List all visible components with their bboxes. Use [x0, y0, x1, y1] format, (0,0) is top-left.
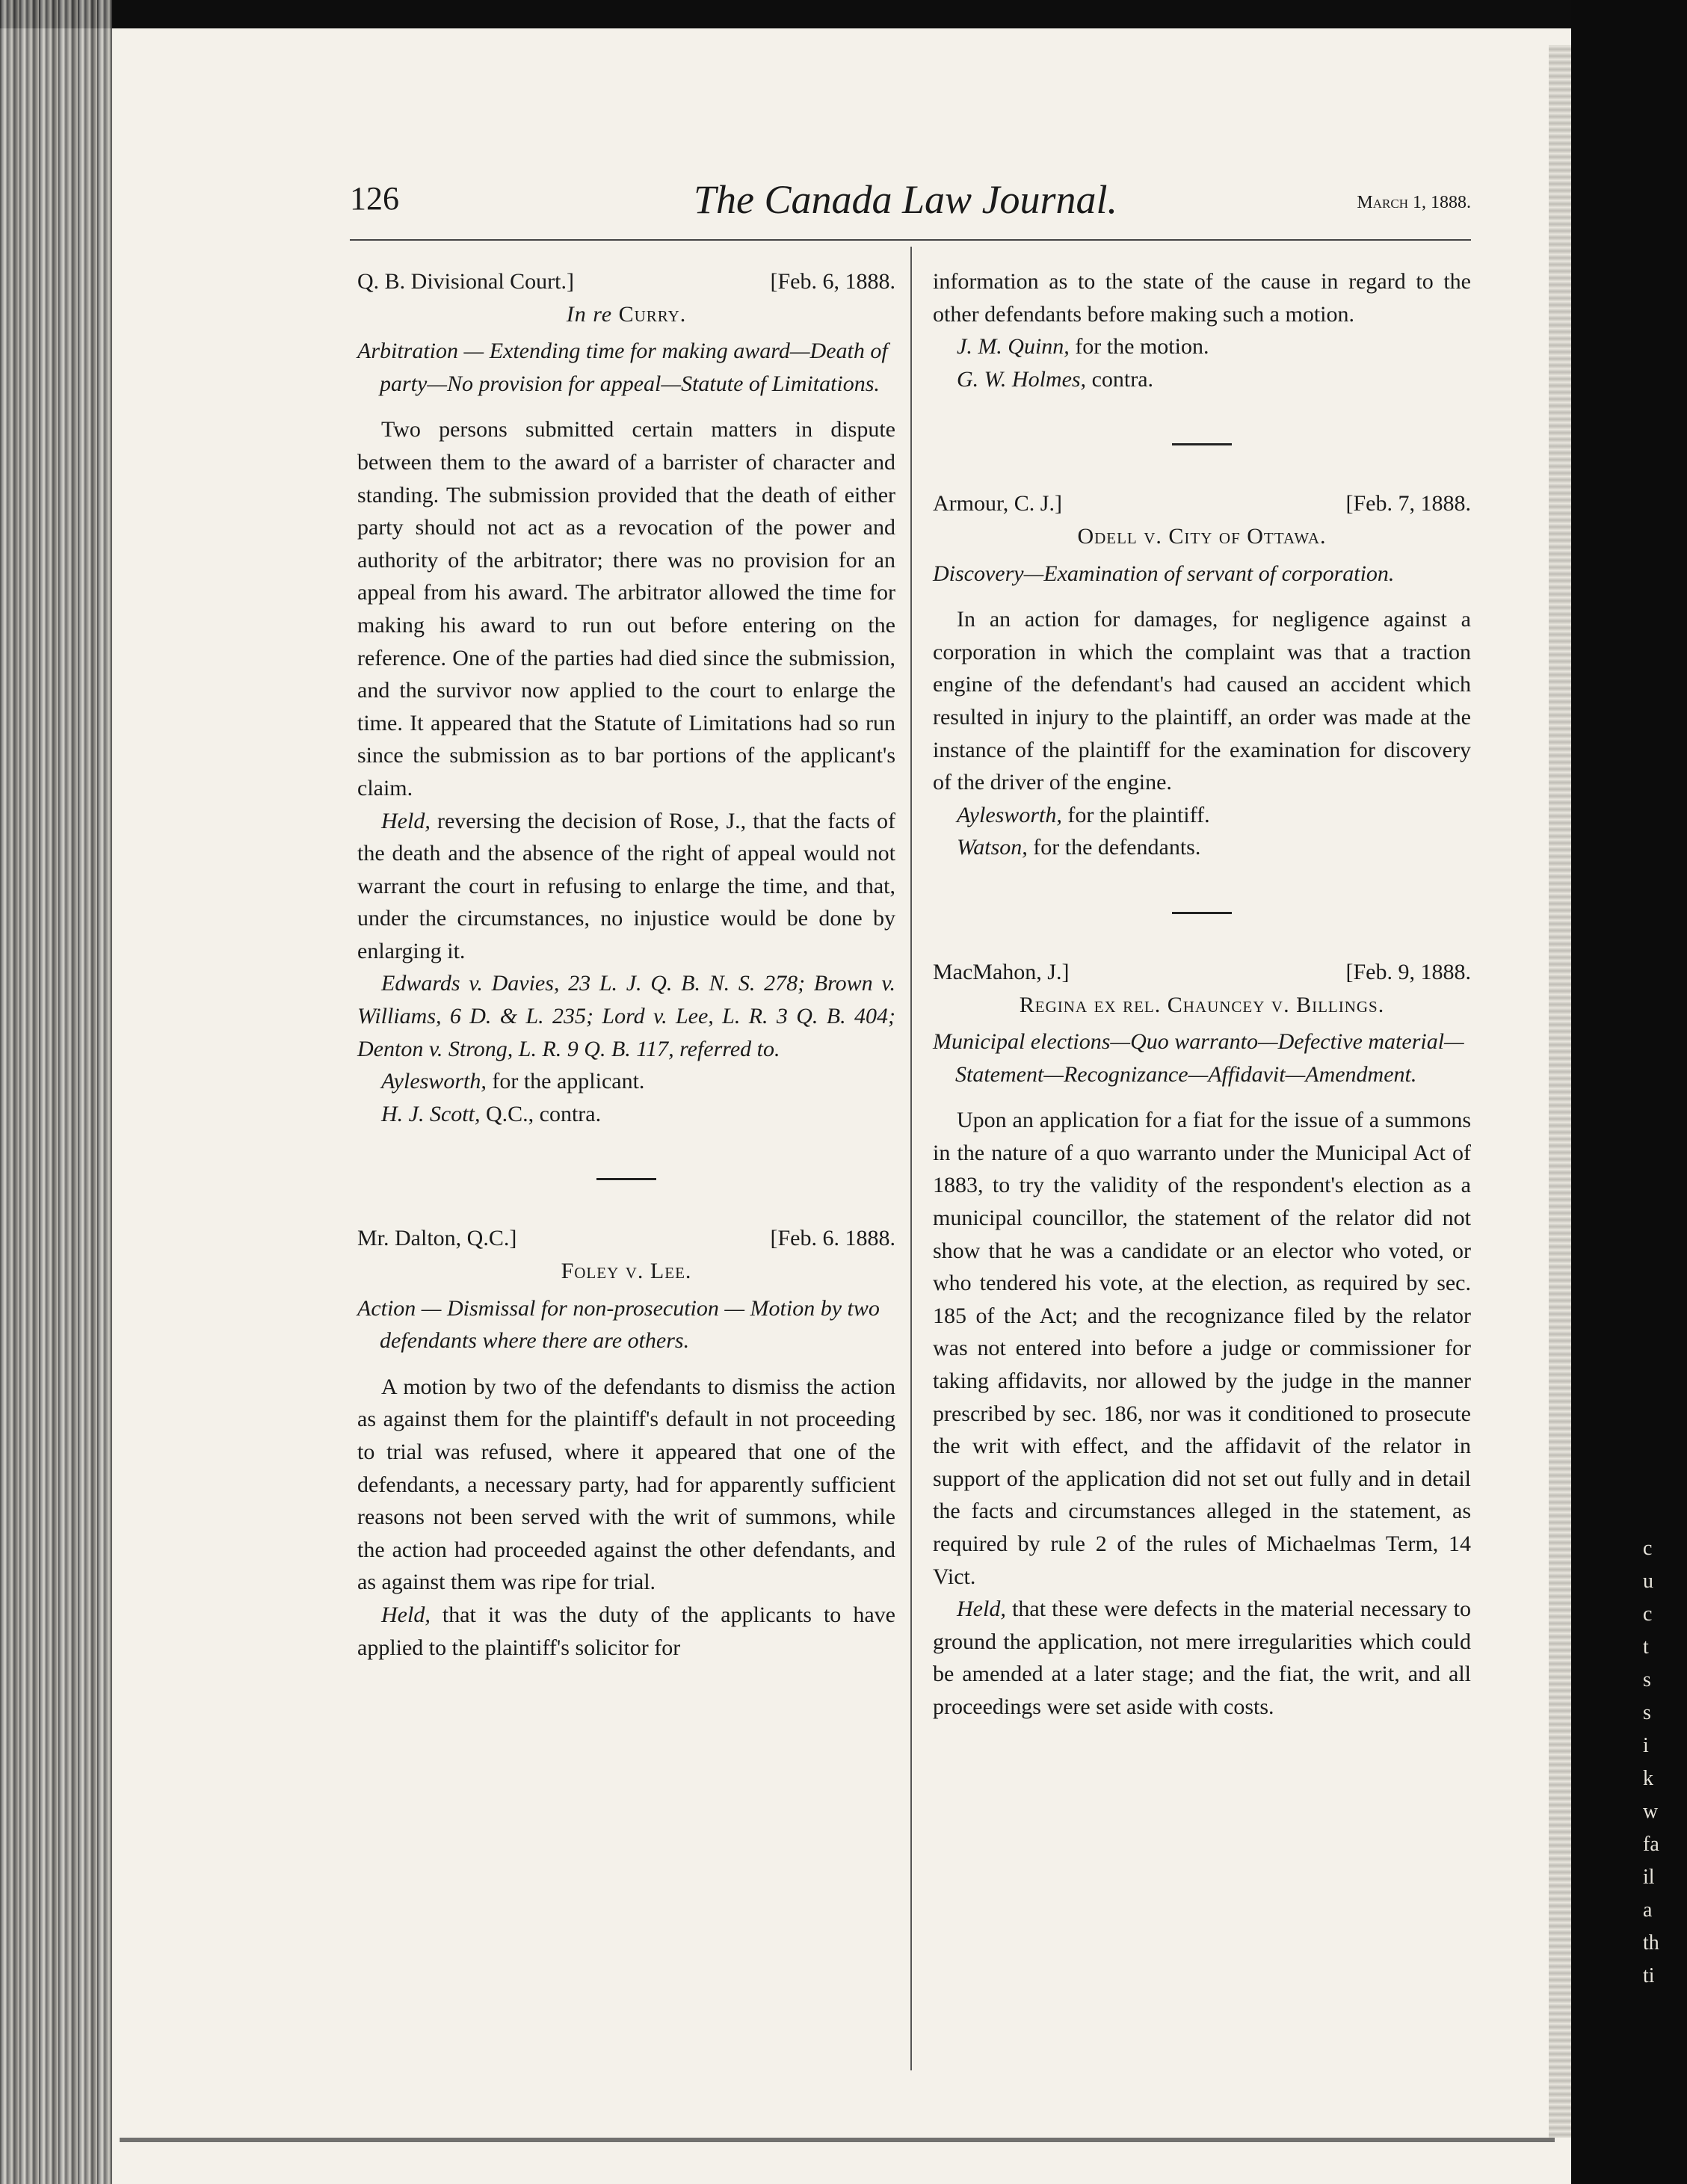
case-title: Foley v. Lee. [561, 1259, 692, 1284]
page-header [350, 176, 1471, 229]
court-name: Q. B. Divisional Court.] [357, 269, 574, 294]
case-paragraph: information as to the state of the cause in regard to the other defendants before making such a motion. [933, 269, 1471, 327]
fragment-letter: t [1643, 1635, 1649, 1659]
case-title: Regina ex rel. Chauncey v. Billings. [1019, 992, 1385, 1017]
counsel-name: G. W. Holmes, [957, 366, 1087, 392]
counsel-name: Watson, [957, 835, 1028, 860]
fragment-letter: ti [1643, 1964, 1655, 1987]
case-heading [357, 1222, 895, 1255]
facing-page-fragments [1643, 1532, 1658, 1993]
case-paragraph: Two persons submitted certain matters in dispute between them to the award of a barrister of character and standing. The submission provided that the death of either party should not act as a revocation of the power and authority of the arbitrator; there was no provision for an appeal from his award. The arbitrator allowed the time for making his award to run out before entering on the reference. One of the parties had died since the submission, and the survivor now applied to the court to enlarge the time. It appeared that the Statute of Limitations had so run since the submission as to bar portions of the applicant's claim. [357, 417, 895, 801]
catchwords: Discovery—Examination of servant of corporation. [933, 561, 1395, 586]
held-paragraph [933, 1593, 1471, 1723]
fragment-letter: i [1643, 1734, 1649, 1757]
court-name: Mr. Dalton, Q.C.] [357, 1226, 517, 1251]
case-separator [596, 1178, 656, 1180]
counsel-name: J. M. Quinn, [957, 334, 1070, 360]
citations: Edwards v. Davies, 23 L. J. Q. B. N. S. 278; Brown v. Williams, 6 D. & L. 235; Lord v. Lee, L. R. 3 Q. B. 404; Denton v. Strong, L. R. 9 Q. B. 117, referred to. [357, 971, 895, 1061]
case-title-prefix: In re [566, 301, 613, 327]
counsel-line [357, 1098, 895, 1131]
fragment-letter: il [1643, 1866, 1655, 1889]
case-paragraph: Upon an application for a fiat for the issue of a summons in the nature of a quo warranto under the Municipal Act of 1883, to try the validity of the respondent's election as a municipal councillor, the statement of the relator did not show that he was a candidate or an elector who voted, or who tendered his vote, at the election, as required by sec. 185 of the Act; and the recognizance filed by the relator was not entered into before a judge or commissioner for taking affidavits, nor allowed by the judge in the manner prescribed by sec. 186, nor was it conditioned to prosecute the writ with effect, and the affidavit of the relator in support of the application did not set out fully and in detail the facts and circumstances alleged in the statement, as required by rule 2 of the rules of Michaelmas Term, 14 Vict. [933, 1108, 1471, 1589]
journal-title: The Canada Law Journal. [694, 177, 1118, 222]
held-text: reversing the decision of Rose, J., that the facts of the death and the absence of the right of appeal would not warrant the court in refusing to enlarge the time, and that, under the circumstances, no injustice would be done by enlarging it. [357, 808, 895, 963]
held-label: Held, [381, 1602, 431, 1627]
column-divider [910, 247, 912, 2070]
case-regina-v-billings [933, 956, 1471, 1724]
fragment-letter: c [1643, 1537, 1653, 1560]
counsel-line [357, 1065, 895, 1098]
left-column [357, 265, 895, 1664]
catchwords: Municipal elections—Quo warranto—Defective material—Statement—Recognizance—Affidavit—Amendment. [933, 1029, 1464, 1087]
case-title-name: Curry. [618, 301, 687, 327]
case-date: [Feb. 7, 1888. [1345, 491, 1471, 516]
scan-border-right [1571, 0, 1687, 2184]
case-title: Odell v. City of Ottawa. [1077, 523, 1327, 549]
right-column [933, 265, 1471, 1724]
counsel-name: H. J. Scott, [381, 1101, 481, 1126]
counsel-role: for the plaintiff. [1061, 802, 1210, 827]
counsel-line [933, 330, 1471, 363]
counsel-line [933, 363, 1471, 396]
held-label: Held, [381, 808, 431, 833]
held-label: Held, [957, 1597, 1006, 1622]
held-paragraph [357, 805, 895, 968]
court-name: Armour, C. J.] [933, 491, 1062, 516]
page-number: 126 [350, 180, 399, 217]
scan-binding-left [0, 0, 112, 2184]
fragment-letter: w [1643, 1800, 1659, 1823]
catchwords: Action — Dismissal for non-prosecution — Motion by two defendants where there are others. [357, 1295, 880, 1354]
counsel-role: for the motion. [1069, 334, 1209, 360]
held-text: that these were defects in the material necessary to ground the application, not mere irregularities which could be amended at a later stage; and the fiat, the writ, and all proceedings were set aside with costs. [933, 1597, 1471, 1719]
case-heading [933, 487, 1471, 520]
case-separator [1172, 443, 1232, 445]
case-title [357, 298, 895, 331]
issue-date: March 1, 1888. [1357, 193, 1471, 212]
fragment-letter: th [1643, 1931, 1659, 1955]
fragment-letter: a [1643, 1898, 1653, 1922]
case-heading [357, 265, 895, 298]
case-in-re-curry [357, 265, 895, 1130]
held-paragraph [357, 1599, 895, 1664]
case-date: [Feb. 9, 1888. [1345, 959, 1471, 984]
case-date: [Feb. 6, 1888. [770, 269, 895, 294]
counsel-role: contra. [1086, 366, 1154, 392]
scan-border-top [0, 0, 1687, 28]
held-text: that it was the duty of the applicants to have applied to the plaintiff's solicitor for [357, 1602, 895, 1660]
case-separator [1172, 912, 1232, 914]
counsel-line [933, 799, 1471, 832]
case-paragraph: A motion by two of the defendants to dismiss the action as against them for the plaintiff's default in not proceeding to trial was refused, where it appeared that one of the defendants, a necessary party, had for apparently sufficient reasons not been served with the writ of summons, while the action had proceeded against the other defendants, and as against them was ripe for trial. [357, 1374, 895, 1595]
counsel-role: for the applicant. [486, 1069, 645, 1094]
court-name: MacMahon, J.] [933, 959, 1070, 984]
fragment-letter: fa [1643, 1833, 1659, 1856]
fragment-letter: u [1643, 1570, 1653, 1593]
scan-page-edge [1549, 45, 1571, 2138]
case-odell-v-ottawa [933, 487, 1471, 864]
case-paragraph: In an action for damages, for negligence against a corporation in which the complaint was that a traction engine of the defendant's had caused an accident which resulted in injury to the plaintiff, an order was made at the instance of the plaintiff for the examination for discovery of the driver of the engine. [933, 607, 1471, 795]
case-heading [933, 956, 1471, 989]
counsel-name: Aylesworth, [957, 802, 1062, 827]
scan-bottom-line [120, 2138, 1555, 2142]
counsel-name: Aylesworth, [381, 1069, 487, 1094]
fragment-letter: k [1643, 1767, 1653, 1790]
case-foley-v-lee [357, 1222, 895, 1664]
fragment-letter: s [1643, 1668, 1651, 1691]
case-date: [Feb. 6. 1888. [770, 1226, 895, 1251]
counsel-role: Q.C., contra. [480, 1101, 602, 1126]
header-rule [350, 239, 1471, 241]
case-foley-v-lee-continued [933, 265, 1471, 395]
fragment-letter: c [1643, 1602, 1653, 1626]
counsel-line [933, 831, 1471, 864]
catchwords: Arbitration — Extending time for making award—Death of party—No provision for appeal—Statute of Limitations. [357, 339, 888, 396]
fragment-letter: s [1643, 1701, 1651, 1724]
counsel-role: for the defendants. [1027, 835, 1201, 860]
